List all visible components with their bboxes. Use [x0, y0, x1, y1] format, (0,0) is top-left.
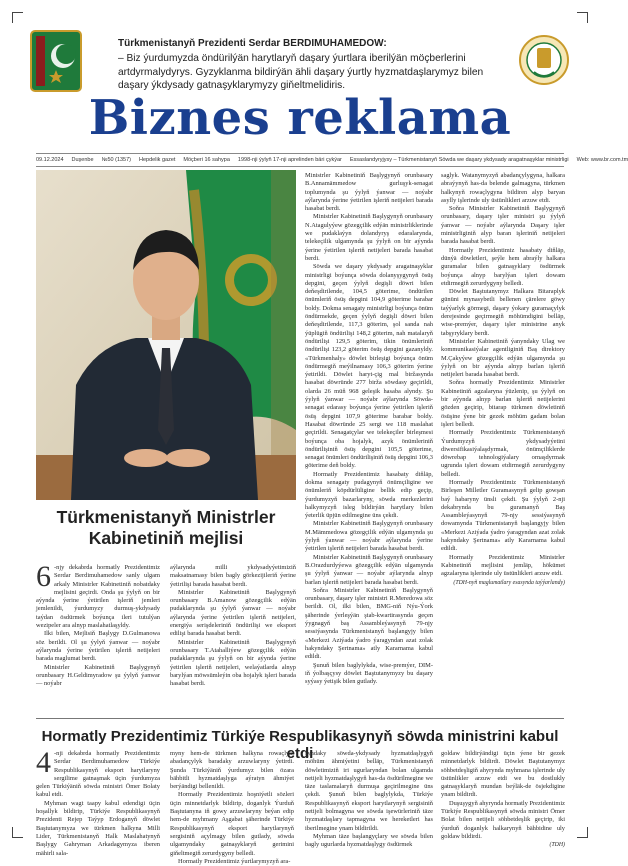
presidential-quote: [118, 38, 498, 93]
issue-info-bar: [36, 153, 628, 167]
article1-paragraph: Soňra Ministrler Kabinetiniň Başlygynyň orunbasary, daşary işler ministri şu ýylyň ýanwar — noýabr aýlarynda Daşary işler ministrliginiň alyp baran işleriniň netijeleri barada hasabat berdi.: [441, 205, 565, 246]
article1-column-4: [441, 172, 565, 712]
crop-mark-bottom-right: [577, 827, 588, 838]
crop-mark-top-left: [12, 12, 23, 23]
article2-paragraph: syndaky söwda-ykdysady hyzmatdaşlygyň möhüm ähmiýetini belläp, Türkmenistanyň döwletimiziň iri ugurlaryndan bolan ulgamda netijeli hyzmatdaşlygyň has-da ösdürilmegine we täze taslamalaryň durmuşa geçirilmegine üns çekdi. Şunuň bilen baglylykda, Türkiýe Respublikasynyň eksport harytlarynyň sergisiniň netijeli bolmagyna we söwda işewürleriniň täze hyzmatdaşlary tapmagyna we hereketleri has iberilmegine ynam bildirildi.: [305, 750, 433, 832]
state-emblem-icon: [30, 30, 82, 92]
article1-column-1: [36, 560, 160, 712]
quote-heading: Türkmenistanyň Prezidenti Serdar BERDIMUHAMEDOW:: [118, 38, 387, 49]
issue-date: 09.12.2024: [36, 157, 64, 163]
founded-note: 1998-nji ýylyň 17-nji aprelinden bäri çykýar: [237, 157, 342, 163]
article1-paragraph: Ministrler Kabinetiniň Başlygynyň orunbasary H.Geldimyradow şu ýylyň ýanwar — noýabr: [36, 663, 160, 688]
article2-column-3: [305, 750, 433, 849]
article2-paragraph: 4 -nji dekabrda hormatly Prezidentimiz Serdar Berdimuhamedow Türkiýe Respublikasynyň eksport harytlaryny sergilime gatnaşmak üçin ýurdumyza gelen Türkiýäniň söwda ministri Ömer Bolaty kabul etdi.: [36, 746, 160, 799]
article1-paragraph: Şunuň bilen baglylykda, wise-premýer, DIM-iň ýolbaşçysy döwlet Baştutanymyzy bu daşary syýasy ýetişik bilen gutlady.: [305, 661, 433, 686]
article1-column-2: [170, 564, 296, 712]
article2-headline: Hormatly Prezidentimiz Türkiýe Respublikasynyň söwda ministrini kabul etdi: [41, 728, 559, 762]
section-divider: [36, 718, 564, 719]
article2-signoff: (TDH): [549, 842, 565, 849]
article1-column-3: [305, 172, 433, 712]
article2-dropcap: 4: [36, 746, 51, 779]
article1-paragraph: Ministrler Kabinetiniň Başlygynyň orunbasary N.Atagulyýew gözegçilik edýän ministrliklerinde we pudaklaýyn dolandyryş edaralarynda, telekeçilik ulgamynda şu ýylyň on bir aýynda ýerine ýetirilen işleriň netijeleri barada hasabat berdi.: [305, 213, 433, 262]
article2-column-4: [441, 750, 565, 849]
quote-body: – Biz ýurdumyzda öndürilýän harytlaryň daşary ýurtlara iberilýän möçberlerini artdyrmalydyrys. Gyzyklanma bildirýän ähli daşary ýurtly hyzmatdaşlarymyz bilen daşary ýkdysady gatnaşyklarymyzy giňeltmelidiris.: [118, 53, 484, 91]
article2-paragraph: Hormatly Prezidentimiz hoşniýetli sözleri üçin minnetdarlyk bildirip, doganlyk Ýurduň Baştutanyna iň gowy arzuwlaryny beýan edip hem-de myhmany Aşgabat şäherinde Türkiýe Respublikasynyň eksport harytlarynyň sergisiniň açylmagy bilen gutlady, söwda ulgamyndaky gatnaşyklaryň gerimini giňeltmegiň zerurdygyny belledi.: [170, 791, 294, 857]
newspaper-masthead: Biznes reklama: [88, 90, 512, 146]
founder-note: Essaslandyryjysy – Türkmenistanyň Söwda we daşary ykdysady aragatnaşyklar ministrligi: [349, 157, 569, 163]
crop-mark-bottom-left: [12, 827, 23, 838]
website: Web: www.br.com.tm: [576, 157, 628, 163]
crop-mark-top-right: [577, 12, 588, 23]
article2-paragraph: myny hem-de türkmen halkyna rowaçlyk, abadançylyk baradaky arzuwlaryny ýetirdi. Şunda Türkiýäniň ýurdumyz bilen özara bähbitli hyzmatdaşlyga aýratyn ähmiýet berýändigi bellenildi.: [170, 750, 294, 791]
article1-headline: Türkmenistanyň Ministrler Kabinetiniň mejlisi: [56, 507, 276, 548]
article1-paragraph: Ilki bilen, Mejlisiň Başlygy D.Gulmanowa söz berildi. Ol şu ýylyň ýanwar — noýabr aýlarynda ýerine ýetirilen işleriň netijeleri barada maglumat berdi.: [36, 630, 160, 663]
article1-paragraph: Hormatly Prezidentimiz hasabaty diňläp, dünýä döwletleri, şeýle hem abraýly halkara guramalar bilen gatnaşyklary ösdürmek boýunça alnyp barylýan işleri dowam etdirmegiň zerurdygyny belledi.: [441, 246, 565, 287]
article1-paragraph: Söwda we daşary ykdysady aragatnaşyklar ministrligi boýunça söwda dolanyşygynyň ösüş depgini, geçen ýylyň degişli döwri bilen deňeşdirilende, 104,5 göterime, öndürilen önümleriň ösüş depgini 104,9 göterime barabar boldy. Dokma senagaty ministrligi boýunça önüm öndürmekde, geçen ýylyň degişli döwri bilen deňeşdirilende, 117,3 göterim, şol sanda nah ýüplügiň öndürilişi 148,2 göterim, nah matalaryň öndürilişi 129,5 göterim, tikin önümleriniň öndürilişi 123,2 göterim ösüş depgini gazanyldy. «Türkmenhaly» döwlet birleşigi boýunça önüm öndürmegiň meýilnamasy 106,3 göterim ýerine ýetirildi. Döwlet haryt-çig mal biržasynda hasabat döwründe 277 birža söwdasy geçirildi, olarda 26 müň 968 geleşik hasaba alyndy. Şu ýylyň ýanwar — noýabr aýlarynda Söwda-senagat edarasy boýunça ýerine ýetirilen işleriň ösüş depgini 107,9 göterime barabar boldy. Hasabat döwründe 25 sergi we 118 maslahat geçirildi. Senagatçylar we telekeçiler birleşmesi boýunça oba hojalyk, azyk önümleriniň öndürilişiniň ösüş depgini 105,5 göterime, senagat önümleri öndürilişiniň ösüş depgini 106,3 göterime deň boldy.: [305, 263, 433, 470]
article2-paragraph: Myhman täze başlangyçlary we söwda bilen bagly ugurlarda hyzmatdaşlygy ösdürmek: [305, 832, 433, 849]
article1-paragraph: Soňra Ministrler Kabinetiniň Başlygynyň orunbasary, daşary işler ministri R.Meredowa söz berildi. Ol, ilki bilen, BMG-niň Nýu-Ýork şäherinde ýerleşýän ştab-kwartirasynda geçen ýygnagyň baş Assambleýasynyň 79-njy sessiýasynda Türkmenistanyň başlangyjy bilen «Merkezi Aziýada ýadro ýaragyndan azat zolak hakyndaky Şertnama» atly Kararnama kabul edildi.: [305, 586, 433, 661]
article2-column-1: [36, 746, 160, 857]
article2-paragraph: Hormatly Prezidentimiz ýurtlarymyzyň ara-: [178, 857, 291, 865]
article1-paragraph: Hormatly Prezidentimiz Ministrler Kabinetiniň mejlisini jemläp, hökümet agzalaryna işlerinde uly üstünlikleri arzuw etdi.: [441, 553, 565, 578]
article1-paragraph: Ministrler Kabinetiniň Başlygynyň orunbasary B.Orazdurdyýewa gözegçilik edýän ulgamynda şu ýylyň ýanwar — noýabr aýlarynda alnyp barlan işleriň netijeleri barada hasabat berdi.: [305, 553, 433, 586]
anniversary-seal-icon: [518, 30, 570, 92]
article1-paragraph: Soňra hormatly Prezidentimiz Ministrler Kabinetiniň agzalaryna ýüzlenip, şu ýylyň on bir aýynda alnyp barlan işleriň netijelerini gözden geçirip, bitarap türkmen döwletiniň ösüşine ýene bir gezek möhüm gadam bolan işleri belledi.: [441, 379, 565, 428]
article2-column-2: [170, 750, 294, 865]
article1-paragraph: Döwlet Baştutanymyz Halkara Bitaraplyk gününi mynasybetli bellenen çärelere göwy taýýarlyk görmegi, daşary ýokary guramaçylyk derejesinde geçirmegiň möhümdigini belläp, wise-premýer, daşary işler ministrine anyk tabşyryklary berdi.: [441, 288, 565, 337]
article1-paragraph: Ministrler Kabinetiniň Başlygynyň orunbasary B.Annamämmedow gurluşyk-senagat toplumynda şu ýylyň ýanwar — noýabr aýlarynda ýerine ýetirilen işleriň netijeleri barada hasabat berdi.: [305, 172, 433, 213]
article1-paragraph: Ministrler Kabinetiniň Başlygynyň orunbasary T.Atahalliýew gözegçilik edýän pudaklarynda şu ýylyň on bir aýynda ýerine ýetirilen işleriň netijeleri, welaýatlarda alnyp barylýan möwsümleýin oba hojalyk işleri barada hasabat berdi.: [170, 638, 296, 688]
article2-paragraph: Myhman wagt taapy kabul edendigi üçin hoşallyk bildirip, Türkiýe Respublikasynyň Prezidenti Rejep Taýyp Erdoganyň döwlet Baştutanymyza we türkmen halkyna Milli Lider, Türkmenistanyň Halk Maslahatynyň Başlygy Gahryman Arkadagymyza iberen mähirli sala-: [36, 799, 160, 857]
article1-paragraph: Hormatly Prezidentimiz hasabaty diňläp, dokma senagaty pudagynyň önümçiligine we önümleriň köpdürlüligine bellik edip geçip, ýurdumyzyň bazarlaryny, söwda merkezlerini halkymyzyň isleg bildirýän harytlary bilen ýeterlik üpjün edilmegine üns çekdi.: [305, 470, 433, 520]
article1-paragraph: Hormatly Prezidentimiz Türkmenistanyň Birleşen Milletler Guramasynyň gelip gowşan baý habaryny ünsli çekdi. Şu ýylyň 2-nji dekabrynda bu guramanyň Baş Assambleýasynyň 79-njy sessiýasynyň dowamynda Türkmenistanyň başlangyjy bilen «Merkezi Aziýada ýadro ýaragyndan azat zolak hakyndaky Şertnama» atly Kararnama kabul edildi.: [441, 478, 565, 553]
issue-weekday: Duşenbe: [71, 157, 94, 163]
article1-paragraph: 6 -njy dekabrda hormatly Prezidentimiz Serdar Berdimuhamedow sanly ulgam arkaly Ministrler Kabinetiniň nobatdaky mejlisini geçirdi. Onda şu ýylyň on bir aýynda ýerine ýetirilen işleriň jemleri jemlenildi, ýurdumyzy durmuş-ykdysady taýdan ösdürmek boýunça ileri tutulýan wezipeler ara alnyp maslahatlaşyldy.: [36, 560, 160, 630]
publication-type: Hepdelik gazet: [139, 157, 176, 163]
article1-paragraph: Hormatly Prezidentimiz Türkmenistanyň Ýurdumyzyň ykdysadyýetini diwersifikasiýalaşdyrmak, önümçiliklerde döwrebap tehnologiýalary ornaşdyrmak ugrunda işleri dowam etdirmegiň zerurdygyny belledi.: [441, 429, 565, 478]
article1-signoff: (TDH-nyň maglumatlary esasynda taýýarlandy): [453, 579, 565, 586]
article1-paragraph: Ministrler Kabinetiniň Başlygynyň orunbasary B.Amanow gözegçilik edýän pudaklarynda şu ýylyň ýanwar — noýabr aýlarynda ýerine ýetirilen işleriň netijeleri, energiýa serişdeleriniň öndürilişi we eksport edilişi barada hasabat berdi.: [170, 588, 296, 638]
president-portrait-photo: [36, 170, 296, 500]
article1-paragraph: saglyk. Watanymyzyň abadançylygyna, halkara abraýynyň has-da belende galmagyna, türkmen halkynyň rowaçlygyna bildiren alyp baryan asylly işlerinde uly üstünlikleri arzuw etdi.: [441, 172, 565, 204]
page-count: Möçberi 16 sahypa: [183, 157, 230, 163]
article1-paragraph: Ministrler Kabinetiniň Başlygynyň orunbasary M.Mämmedowa gözegçilik edýän ulgamynda şu ýylyň ýanwar — noýabr aýlarynda ýerine ýetirilen işleriň netijeleri barada hasabat berdi.: [305, 520, 433, 553]
article1-paragraph: aýlarynda milli ykdysadyýetimiziň maksatnamasy bilen bagly görkezijileriň ýerine ýetirilişi barada hasabat berdi.: [170, 564, 296, 588]
article1-dropcap: 6: [36, 560, 51, 593]
article1-paragraph: Ministrler Kabinetiniň ýanyndaky Ulag we kommunikasiýalar agentliginiň Baş direktory M.Çakyýew gözegçilik edýän ulgamynda şu ýylyň on bir aýynda alnyp barlan işleriň netijeleri barada hasabat berdi.: [441, 337, 565, 379]
issue-number: №50 (1357): [101, 157, 132, 163]
article2-paragraph: Duşuşygyň ahyrynda hormatly Prezidentimiz Türkiýe Respublikasynyň söwda ministri Ömer Bolat bilen netijeli söhbetdeşlik geçirip, iki ýurduň doganlyk halkarynyň bähbidine uly goldaw bildirdi.: [441, 799, 565, 840]
article2-paragraph: goldaw bildirýändigi üçin ýene bir gezek minnetdarlyk bildirdi. Döwlet Baştutanymyz söhbetdeşligiň ahyrynda myhmana işlerinde uly üstünlikler arzuw etdi we bu dostlukly gatnaşyklaryň mundan beýläk-de ösjekdigine ynam bildirdi.: [441, 750, 565, 799]
